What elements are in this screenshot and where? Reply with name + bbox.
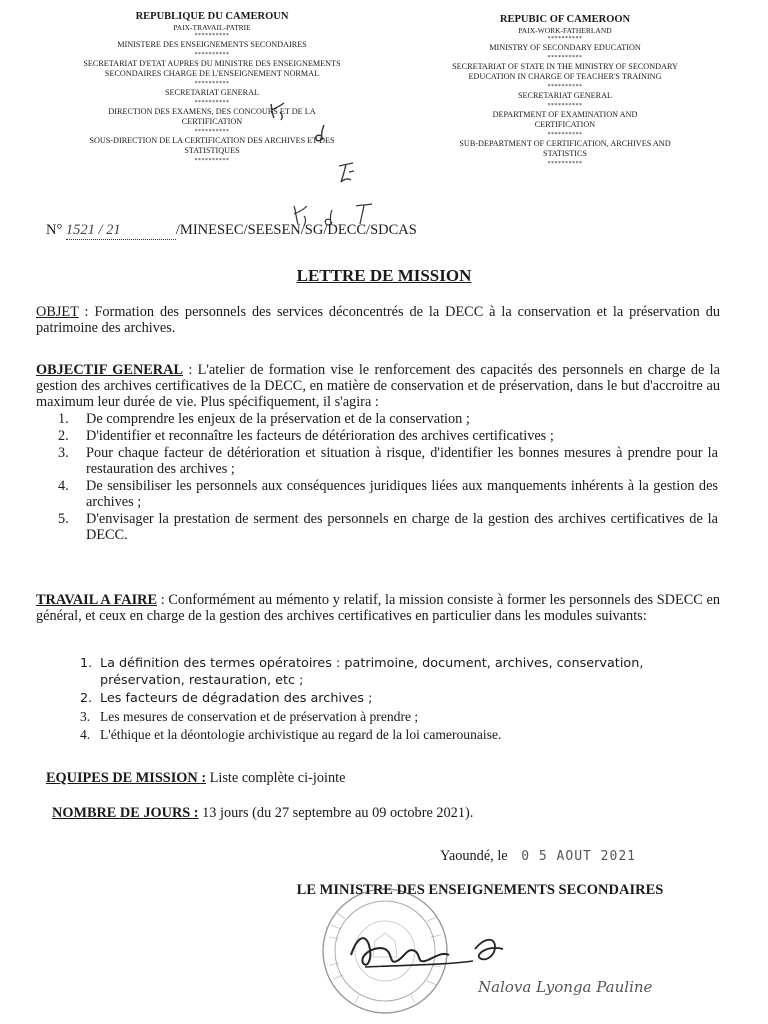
department-en: DEPARTMENT OF EXAMINATION AND CERTIFICATION — [492, 110, 638, 129]
handwritten-initials-mark — [268, 100, 288, 122]
list-item: 2. D'identifier et reconnaître les facteurs de détérioration des archives certificatives ; — [58, 428, 554, 444]
handwritten-initials-mark — [312, 122, 330, 144]
reference-suffix: /MINESEC/SEESEN/SG/DECC/SDCAS — [175, 222, 417, 238]
header-right — [440, 14, 690, 168]
list-item: 5. D'envisager la prestation de serment des personnels en charge de la gestion des archives certificatives de la DECC. — [58, 511, 718, 543]
objectif-section — [36, 362, 720, 410]
list-item: 4. L'éthique et la déontologie archivistique au regard de la loi camerounaise. — [80, 727, 502, 742]
separator-stars: ********** — [547, 161, 583, 167]
travail-section — [36, 592, 720, 624]
secretariat-state-fr: SECRETARIAT D'ETAT AUPRES DU MINISTRE DES ENSEIGNEMENTS SECONDAIRES CHARGE DE L'ENSEIGNEMENT NORMAL — [83, 59, 341, 78]
place-date — [440, 848, 636, 865]
equipes-line — [46, 770, 345, 787]
list-item: 2. Les facteurs de dégradation des archives ; — [80, 691, 373, 706]
separator-stars: ********** — [547, 132, 583, 138]
list-item: 1. La définition des termes opératoires : patrimoine, document, archives, conservation, préservation, restauration, etc ; — [80, 656, 644, 688]
country-name-en: REPUBIC OF CAMEROON — [499, 14, 631, 25]
objectif-list — [58, 411, 718, 544]
objectif-text: : L'atelier de formation vise le renforcement des capacités des personnels en charge de la gestion des archives certificatives de la DECC, en matière de conservation et de préservation, dans le but d'accroitre au maximum leur durée de vie. Plus spécifiquement, il s'agira : — [36, 362, 720, 410]
country-name-fr: REPUBLIQUE DU CAMEROUN — [135, 11, 289, 22]
secretariat-general-en: SECRETARIAT GENERAL — [517, 91, 613, 100]
list-item: 4. De sensibiliser les personnels aux conséquences juridiques liées aux manquements inhérents à la gestion des archives ; — [58, 478, 718, 510]
objet-section — [36, 304, 720, 336]
jours-line — [52, 805, 473, 822]
separator-stars: ********** — [547, 103, 583, 109]
signatory-title: LE MINISTRE DES ENSEIGNEMENTS SECONDAIRES — [296, 882, 664, 898]
equipes-label: EQUIPES DE MISSION : — [46, 770, 207, 786]
list-item: 1. De comprendre les enjeux de la préservation et de la conservation ; — [58, 411, 470, 427]
travail-text: : Conformément au mémento y relatif, la mission consiste à former les personnels des SDECC en général, et ceux en charge de la gestion des archives certificatives en particulier dans les modules suivants: — [36, 592, 720, 624]
separator-stars: ********** — [194, 129, 230, 135]
separator-stars: ********** — [547, 55, 583, 61]
jours-label: NOMBRE DE JOURS : — [52, 805, 199, 821]
handwritten-initials-mark — [335, 158, 357, 186]
secretariat-state-en: SECRETARIAT OF STATE IN THE MINISTRY OF SECONDARY EDUCATION IN CHARGE OF TEACHER'S TRAINING — [452, 62, 678, 81]
travail-list — [80, 655, 720, 744]
ministry-fr: MINISTERE DES ENSEIGNEMENTS SECONDAIRES — [117, 40, 307, 49]
travail-label: TRAVAIL A FAIRE — [36, 592, 158, 608]
objectif-label: OBJECTIF GENERAL — [36, 362, 183, 378]
list-item: 3. Pour chaque facteur de détérioration et situation à risque, d'identifier les bonnes mesures à prendre pour la restauration des archives ; — [58, 445, 718, 477]
handwritten-signature — [345, 915, 605, 985]
motto-fr: PAIX-TRAVAIL-PATRIE — [173, 23, 251, 32]
separator-stars: ********** — [547, 84, 583, 90]
separator-stars: ********** — [194, 81, 230, 87]
list-item: 3. Les mesures de conservation et de préservation à prendre ; — [80, 709, 419, 724]
direction-fr: DIRECTION DES EXAMENS, DES CONCOURS ET DE LA CERTIFICATION — [108, 107, 316, 126]
secretariat-general-fr: SECRETARIAT GENERAL — [164, 88, 260, 97]
document-title: LETTRE DE MISSION — [296, 266, 472, 285]
objet-label: OBJET — [36, 304, 79, 320]
separator-stars: ********** — [194, 33, 230, 39]
jours-text: 13 jours (du 27 septembre au 09 octobre 2021). — [198, 805, 474, 821]
objet-text: : Formation des personnels des services déconcentrés de la DECC à la conservation et la préservation du patrimoine des archives. — [36, 304, 720, 336]
sub-department-en: SUB-DEPARTMENT OF CERTIFICATION, ARCHIVES AND STATISTICS — [459, 139, 671, 158]
ministry-en: MINISTRY OF SECONDARY EDUCATION — [489, 43, 641, 52]
separator-stars: ********** — [194, 100, 230, 106]
reference-line — [46, 222, 417, 240]
equipes-text: Liste complète ci-jointe — [206, 770, 346, 786]
separator-stars: ********** — [194, 158, 230, 164]
place-text: Yaoundé, le — [440, 848, 508, 864]
motto-en: PAIX-WORK-FATHERLAND — [518, 26, 612, 35]
separator-stars: ********** — [194, 52, 230, 58]
date-stamp: 0 5 AOUT 2021 — [521, 849, 636, 864]
reference-number: 1521 / 21 — [66, 222, 176, 240]
signature-name: Nalova Lyonga Pauline — [478, 978, 653, 996]
separator-stars: ********** — [547, 36, 583, 42]
sub-direction-fr: SOUS-DIRECTION DE LA CERTIFICATION DES ARCHIVES ET DES STATISTIQUES — [89, 136, 335, 155]
reference-prefix: N° — [46, 222, 63, 238]
